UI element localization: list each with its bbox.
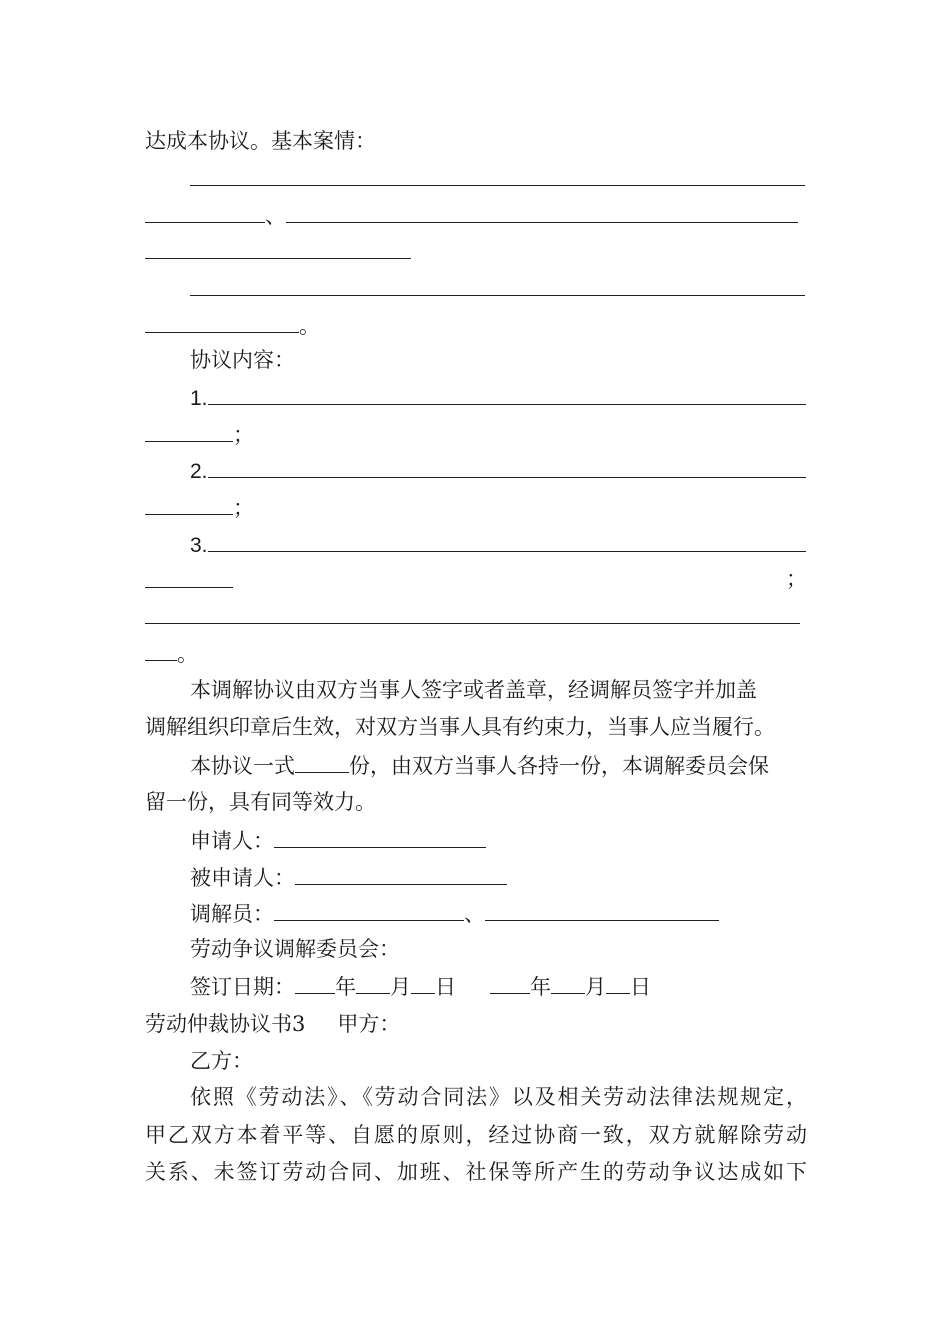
copies-clause-1: 本协议一式 份，由双方当事人各持一份，本调解委员会保	[190, 750, 807, 780]
doc3-body-2: 甲乙双方本着平等、自愿的原则，经过协商一致，双方就解除劳动	[145, 1123, 807, 1147]
party-b-label: 乙方：	[190, 1049, 253, 1073]
doc3-body-3: 关系、未签订劳动合同、加班、社保等所产生的劳动争议达成如下	[145, 1160, 807, 1184]
agreement-item-1: 1.	[190, 382, 807, 413]
applicant-signature: 申请人：	[190, 825, 807, 855]
doc3-body-1: 依照《劳动法》、《劳动合同法》以及相关劳动法律法规规定，	[190, 1085, 807, 1109]
agreement-item-2-end: ；	[145, 492, 807, 522]
case-blank-2: 、	[145, 200, 807, 230]
respondent-signature: 被申请人：	[190, 862, 807, 892]
case-intro: 达成本协议。基本案情：	[145, 129, 376, 153]
case-blank-5: 。	[145, 310, 807, 340]
agreement-extra-end: 。	[145, 638, 807, 668]
case-blank-3	[145, 236, 807, 266]
mediator-signature: 调解员： 、	[190, 898, 807, 928]
agreement-item-3-cont: ；	[145, 565, 807, 595]
agreement-item-1-end: ；	[145, 419, 807, 449]
effect-clause-1: 本调解协议由双方当事人签字或者盖章，经调解员签字并加盖	[190, 678, 757, 702]
doc3-title-row	[145, 1010, 807, 1038]
party-a-label: 甲方：	[337, 1012, 401, 1036]
agreement-item-2: 2.	[190, 455, 807, 486]
copies-clause-2: 留一份，具有同等效力。	[145, 790, 376, 814]
doc3-title: 劳动仲裁协议书3	[145, 1012, 306, 1036]
sign-date: 签订日期： 年 月 日 年 月 日	[190, 971, 807, 1001]
agreement-item-3: 3.	[190, 529, 807, 560]
case-blank-4	[190, 273, 807, 303]
case-blank-1	[190, 163, 807, 193]
agreement-extra-blank	[145, 601, 807, 631]
agreement-heading: 协议内容：	[190, 348, 295, 372]
committee-label: 劳动争议调解委员会：	[190, 937, 400, 961]
effect-clause-2: 调解组织印章后生效，对双方当事人具有约束力，当事人应当履行。	[145, 715, 775, 739]
